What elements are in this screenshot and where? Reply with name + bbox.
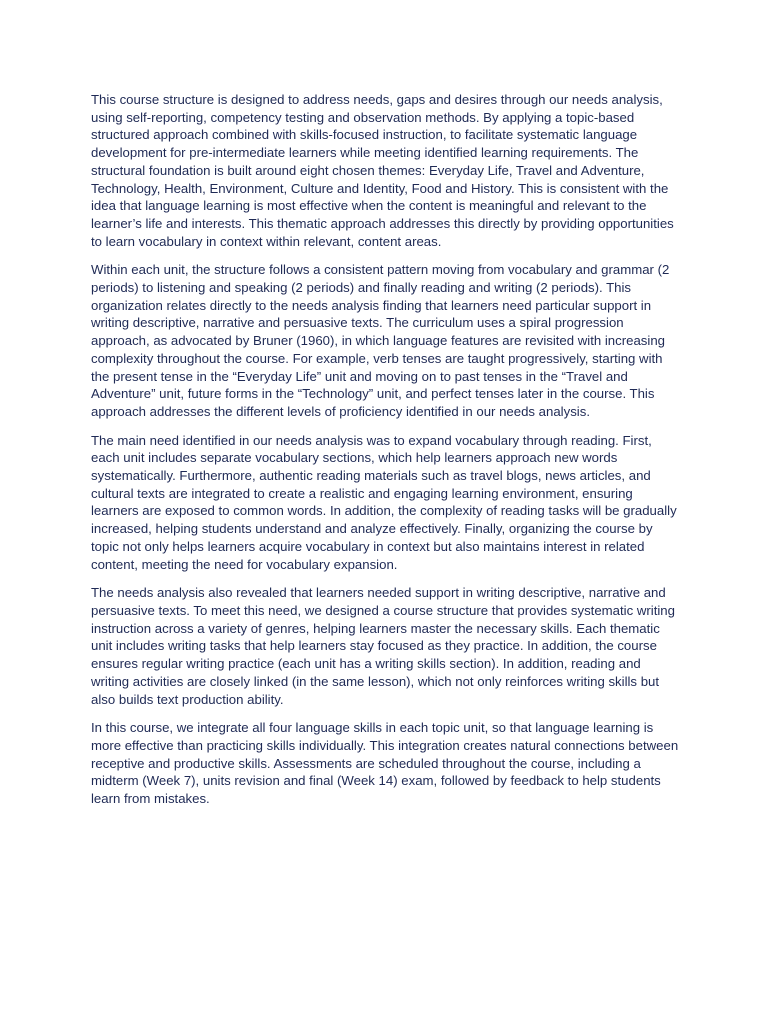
paragraph-2: Within each unit, the structure follows a consistent pattern moving from vocabulary and grammar (2 periods) to listening and speaking (2 periods) and finally reading and writing (2 periods). This organization relates directly to the needs analysis finding that learners need particular support in writing descriptive, narrative and persuasive texts. The curriculum uses a spiral progression approach, as advocated by Bruner (1960), in which language features are revisited with increasing complexity throughout the course. For example, verb tenses are taught progressively, starting with the present tense in the “Everyday Life” unit and moving on to past tenses in the “Travel and Adventure” unit, future forms in the “Technology” unit, and perfect tenses later in the course. This approach addresses the different levels of proficiency identified in our needs analysis. <box>91 262 670 419</box>
paragraph-4: The needs analysis also revealed that learners needed support in writing descriptive, narrative and persuasive texts. To meet this need, we designed a course structure that provides systematic writing instruction across a variety of genres, helping learners master the necessary skills. Each thematic unit includes writing tasks that help learners stay focused as they practice. In addition, the course ensures regular writing practice (each unit has a writing skills section). In addition, reading and writing activities are closely linked (in the same lesson), which not only reinforces writing skills but also builds text production ability. <box>91 585 675 707</box>
paragraph-1: This course structure is designed to address needs, gaps and desires through our needs analysis, using self-reporting, competency testing and observation methods. By applying a topic-based structured approach combined with skills-focused instruction, to facilitate systematic language development for pre-intermediate learners while meeting identified learning requirements. The structural foundation is built around eight chosen themes: Everyday Life, Travel and Adventure, Technology, Health, Environment, Culture and Identity, Food and History. This is consistent with the idea that language learning is most effective when the content is meaningful and relevant to the learner’s life and interests. This thematic approach addresses this directly by providing opportunities to learn vocabulary in context within relevant, content areas. <box>91 92 674 249</box>
document-body <box>91 91 681 819</box>
paragraph-5: In this course, we integrate all four language skills in each topic unit, so that language learning is more effective than practicing skills individually. This integration creates natural connections between receptive and productive skills. Assessments are scheduled throughout the course, including a midterm (Week 7), units revision and final (Week 14) exam, followed by feedback to help students learn from mistakes. <box>91 720 679 807</box>
paragraph-3: The main need identified in our needs analysis was to expand vocabulary through reading. First, each unit includes separate vocabulary sections, which help learners approach new words systematically. Furthermore, authentic reading materials such as travel blogs, news articles, and cultural texts are integrated to create a realistic and engaging learning environment, ensuring learners are exposed to common words. In addition, the complexity of reading tasks will be gradually increased, helping students understand and analyze effectively. Finally, organizing the course by topic not only helps learners acquire vocabulary in context but also maintains interest in related content, meeting the need for vocabulary expansion. <box>91 432 677 572</box>
